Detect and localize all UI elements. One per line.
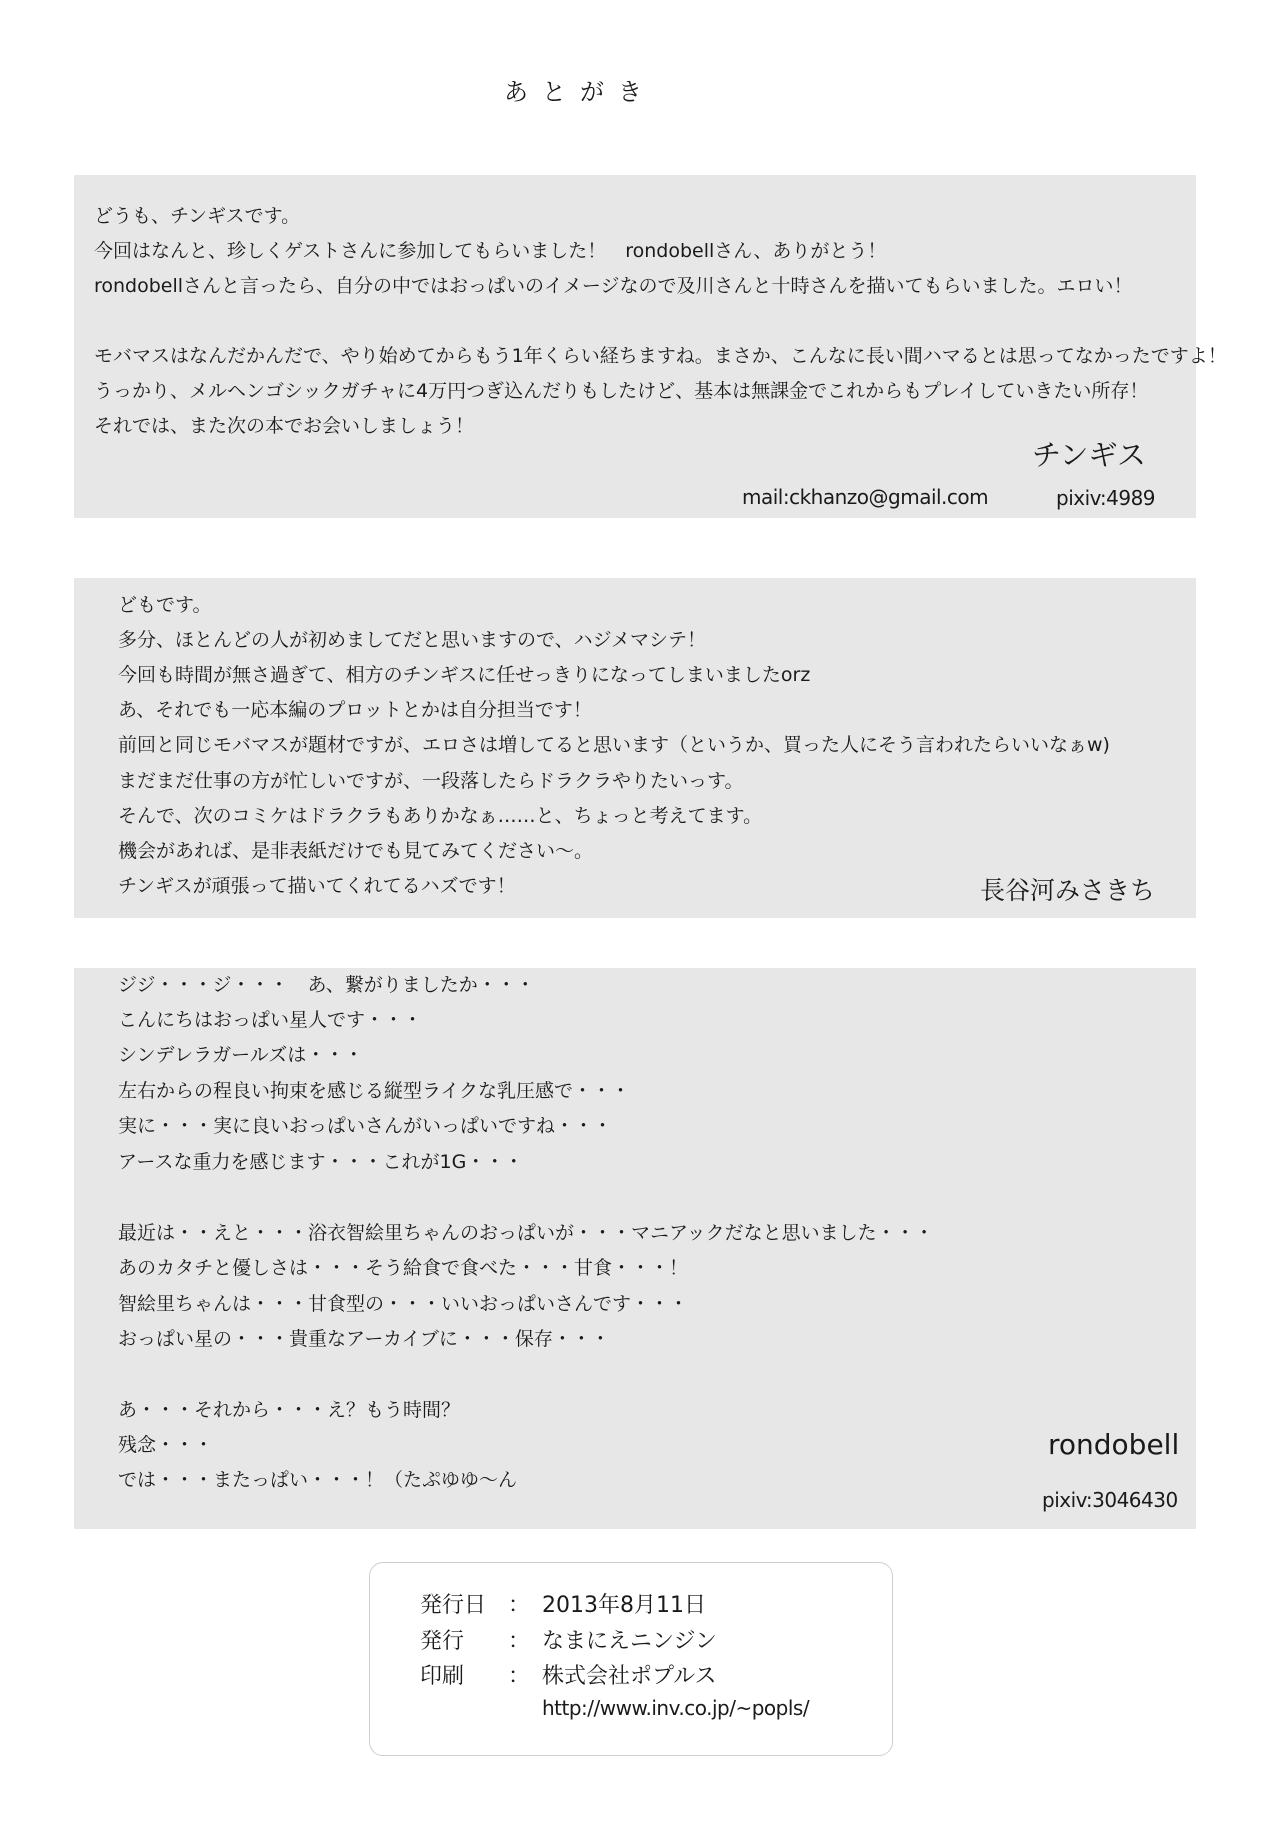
text-line: それでは、また次の本でお会いしましょう！ [94, 415, 475, 437]
text-line: 前回と同じモバマスが題材ですが、エロさは増してると思います（というか、買った人にそう言われたらいいなぁw) [118, 734, 1110, 756]
text-line: こんにちはおっぱい星人です・・・ [118, 1009, 423, 1031]
text-line: rondobellさんと言ったら、自分の中ではおっぱいのイメージなので及川さんと十時さんを描いてもらいました。エロい！ [94, 275, 1133, 297]
signature-rondobell: rondobell [1048, 1428, 1180, 1461]
text-line: 実に・・・実に良いおっぱいさんがいっぱいですね・・・ [118, 1115, 613, 1137]
colophon-label: 発行 [420, 1629, 465, 1654]
text-line: 多分、ほとんどの人が初めましてだと思いますので、ハジメマシテ！ [118, 629, 707, 651]
text-line: おっぱい星の・・・貴重なアーカイブに・・・保存・・・ [118, 1328, 610, 1350]
pixiv-id: pixiv:4989 [1056, 486, 1156, 510]
colophon-label: 発行日 [420, 1593, 487, 1618]
pixiv-id: pixiv:3046430 [1042, 1488, 1178, 1512]
page-title: あとがき [504, 78, 656, 106]
text-line: あ、それでも一応本編のプロットとかは自分担当です！ [118, 699, 592, 721]
text-line: アースな重力を感じます・・・これが1G・・・ [118, 1151, 524, 1173]
signature-misakichi: 長谷河みさきち [980, 876, 1156, 905]
text-line: 今回はなんと、珍しくゲストさんに参加してもらいました！ rondobellさん、ありがとう！ [94, 240, 887, 262]
colophon-value: 2013年8月11日 [542, 1593, 706, 1618]
text-line: あのカタチと優しさは・・・そう給食で食べた・・・甘食・・・！ [118, 1257, 689, 1279]
afterword-rondobell [74, 968, 1196, 1529]
text-line: あ・・・それから・・・え？もう時間？ [118, 1399, 461, 1421]
colophon-value: なまにえニンジン [542, 1629, 717, 1654]
text-line: モバマスはなんだかんだで、やり始めてからもう1年くらい経ちますね。まさか、こんなに長い間ハマるとは思ってなかったですよ！ [94, 345, 1227, 367]
printer-url: http://www.inv.co.jp/~popls/ [542, 1696, 810, 1720]
colophon-separator: ： [508, 1593, 531, 1618]
colophon [369, 1562, 893, 1756]
text-line: うっかり、メルヘンゴシックガチャに4万円つぎ込んだりもしたけど、基本は無課金でこれからもプレイしていきたい所存！ [94, 380, 1149, 402]
text-line: 今回も時間が無さ過ぎて、相方のチンギスに任せっきりになってしまいましたorz [118, 664, 811, 686]
text-line: 左右からの程良い拘束を感じる縦型ライクな乳圧感で・・・ [118, 1080, 631, 1102]
colophon-separator: ： [508, 1664, 531, 1689]
text-line: 残念・・・ [118, 1434, 214, 1456]
colophon-label: 印刷 [420, 1664, 465, 1689]
text-line: チンギスが頑張って描いてくれてるハズです！ [118, 875, 516, 897]
text-line: では・・・またっぱい・・・！（たぷゆゆ～ん [118, 1469, 518, 1491]
colophon-separator: ： [508, 1629, 531, 1654]
text-line: 智絵里ちゃんは・・・甘食型の・・・いいおっぱいさんです・・・ [118, 1293, 689, 1315]
colophon-value: 株式会社ポプルス [542, 1664, 717, 1689]
text-line: シンデレラガールズは・・・ [118, 1044, 364, 1066]
text-line: 機会があれば、是非表紙だけでも見てみてください～。 [118, 840, 594, 862]
text-line: 最近は・・えと・・・浴衣智絵里ちゃんのおっぱいが・・・マニアックだなと思いました・・・ [118, 1222, 934, 1244]
afterword-chingisu [74, 175, 1227, 518]
text-line: どもです。 [118, 594, 212, 616]
text-line: ジジ・・・ジ・・・ あ、繋がりましたか・・・ [118, 974, 535, 996]
text-line: そんで、次のコミケはドラクラもありかなぁ……と、ちょっと考えてます。 [118, 805, 763, 827]
signature-chingisu: チンギス [1032, 438, 1146, 472]
text-line: どうも、チンギスです。 [94, 205, 301, 227]
afterword-misakichi [74, 578, 1196, 918]
text-line: まだまだ仕事の方が忙しいですが、一段落したらドラクラやりたいっす。 [118, 770, 744, 792]
contact-email: mail:ckhanzo@gmail.com [742, 485, 989, 509]
